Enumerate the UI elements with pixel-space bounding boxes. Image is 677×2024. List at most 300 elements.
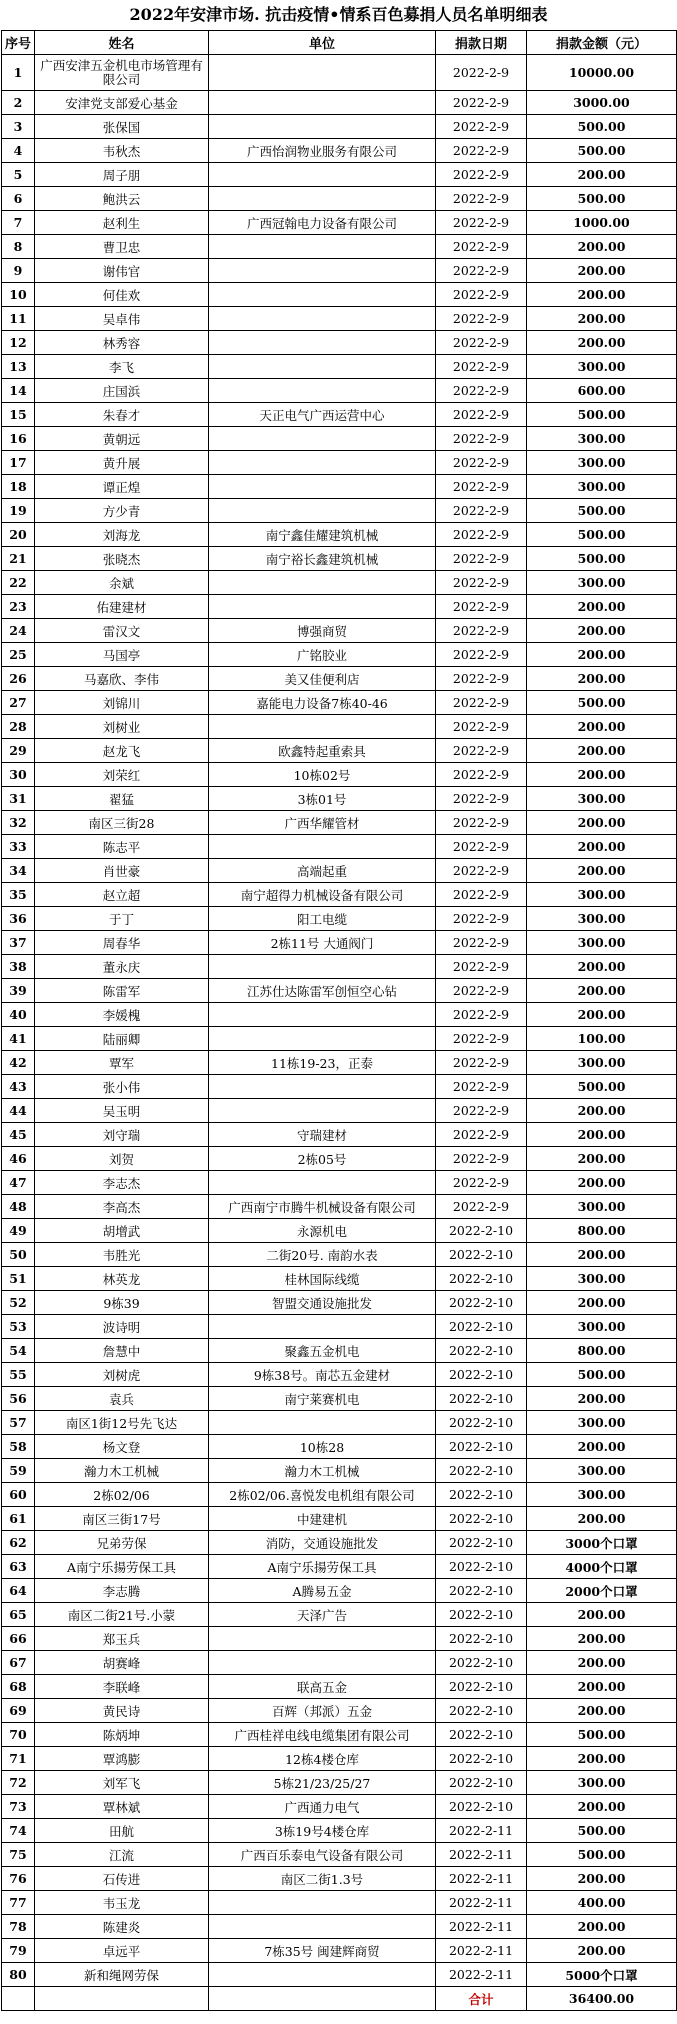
- donor-name: 黄民诗: [35, 1699, 209, 1723]
- donor-name: 马国亭: [35, 643, 209, 667]
- donation-date: 2022-2-9: [436, 211, 527, 235]
- donation-date: 2022-2-10: [436, 1507, 527, 1531]
- donor-unit: [209, 1411, 436, 1435]
- donation-date: 2022-2-9: [436, 691, 527, 715]
- donation-amount: 300.00: [527, 355, 677, 379]
- table-row: [2, 1939, 677, 1963]
- donation-amount: 500.00: [527, 403, 677, 427]
- table-row: [2, 1075, 677, 1099]
- donor-name: 刘锦川: [35, 691, 209, 715]
- donor-unit: [209, 1027, 436, 1051]
- donor-unit: 广西华耀管材: [209, 811, 436, 835]
- row-number: 35: [2, 883, 35, 907]
- donation-date: 2022-2-10: [436, 1363, 527, 1387]
- table-row: [2, 1651, 677, 1675]
- donation-date: 2022-2-9: [436, 427, 527, 451]
- donor-name: 覃鸿膨: [35, 1747, 209, 1771]
- donor-unit: 5栋21/23/25/27: [209, 1771, 436, 1795]
- donation-date: 2022-2-9: [436, 1027, 527, 1051]
- donor-unit: 消防，交通设施批发: [209, 1531, 436, 1555]
- donor-name: 胡赛峰: [35, 1651, 209, 1675]
- donation-date: 2022-2-9: [436, 1051, 527, 1075]
- row-number: 71: [2, 1747, 35, 1771]
- donation-amount: 300.00: [527, 931, 677, 955]
- donor-unit: [209, 451, 436, 475]
- row-number: 33: [2, 835, 35, 859]
- row-number: 4: [2, 139, 35, 163]
- donor-name: 胡增武: [35, 1219, 209, 1243]
- donor-unit: 2栋02/06.喜悦发电机组有限公司: [209, 1483, 436, 1507]
- row-number: 9: [2, 259, 35, 283]
- donor-unit: [209, 331, 436, 355]
- donor-name: 黄升展: [35, 451, 209, 475]
- donation-amount: 200.00: [527, 1603, 677, 1627]
- table-row: [2, 1123, 677, 1147]
- donor-name: 李志杰: [35, 1171, 209, 1195]
- table-row: [2, 1555, 677, 1579]
- donation-date: 2022-2-9: [436, 1123, 527, 1147]
- donor-unit: [209, 55, 436, 91]
- donation-amount: 200.00: [527, 1387, 677, 1411]
- row-number: 52: [2, 1291, 35, 1315]
- donation-date: 2022-2-9: [436, 163, 527, 187]
- donor-name: 广西安津五金机电市场管理有限公司: [35, 55, 209, 91]
- donation-date: 2022-2-9: [436, 931, 527, 955]
- donation-amount: 600.00: [527, 379, 677, 403]
- donation-amount: 300.00: [527, 1459, 677, 1483]
- donor-unit: 中建建机: [209, 1507, 436, 1531]
- donation-amount: 500.00: [527, 187, 677, 211]
- donor-name: 翟猛: [35, 787, 209, 811]
- donation-date: 2022-2-11: [436, 1819, 527, 1843]
- table-row: [2, 739, 677, 763]
- donation-amount: 200.00: [527, 307, 677, 331]
- row-number: 53: [2, 1315, 35, 1339]
- donation-amount: 300.00: [527, 451, 677, 475]
- donor-name: 江流: [35, 1843, 209, 1867]
- table-row: [2, 595, 677, 619]
- donation-amount: 200.00: [527, 1795, 677, 1819]
- donation-amount: 300.00: [527, 571, 677, 595]
- donor-unit: [209, 955, 436, 979]
- row-number: 32: [2, 811, 35, 835]
- donor-unit: 二街20号. 南韵水表: [209, 1243, 436, 1267]
- donor-name: 9栋39: [35, 1291, 209, 1315]
- donation-date: 2022-2-9: [436, 979, 527, 1003]
- table-row: [2, 1771, 677, 1795]
- row-number: 66: [2, 1627, 35, 1651]
- row-number: 2: [2, 91, 35, 115]
- table-row: [2, 1027, 677, 1051]
- row-number: 44: [2, 1099, 35, 1123]
- donation-amount: 200.00: [527, 1243, 677, 1267]
- donor-unit: [209, 91, 436, 115]
- donation-amount: 300.00: [527, 427, 677, 451]
- donation-amount: 200.00: [527, 1651, 677, 1675]
- table-row: [2, 163, 677, 187]
- page-title: 2022年安津市场. 抗击疫情•情系百色募捐人员名单明细表: [129, 5, 548, 24]
- donor-unit: [209, 115, 436, 139]
- row-number: 76: [2, 1867, 35, 1891]
- table-row: [2, 211, 677, 235]
- donor-name: 谭正煌: [35, 475, 209, 499]
- table-row: [2, 235, 677, 259]
- table-row: [2, 1291, 677, 1315]
- donation-date: 2022-2-9: [436, 715, 527, 739]
- donor-name: 黄朝远: [35, 427, 209, 451]
- donor-name: 张保国: [35, 115, 209, 139]
- donation-amount: 200.00: [527, 955, 677, 979]
- donation-date: 2022-2-10: [436, 1699, 527, 1723]
- donor-name: 安津党支部爱心基金: [35, 91, 209, 115]
- donation-amount: 200.00: [527, 331, 677, 355]
- row-number: 70: [2, 1723, 35, 1747]
- row-number: 20: [2, 523, 35, 547]
- donation-amount: 200.00: [527, 1699, 677, 1723]
- table-row: [2, 187, 677, 211]
- donor-unit: 2栋11号 大通阀门: [209, 931, 436, 955]
- table-row: [2, 523, 677, 547]
- donor-name: 李联峰: [35, 1675, 209, 1699]
- donor-name: 何佳欢: [35, 283, 209, 307]
- table-header-row: [2, 31, 677, 55]
- row-number: 12: [2, 331, 35, 355]
- donation-amount: 200.00: [527, 1867, 677, 1891]
- donation-date: 2022-2-9: [436, 955, 527, 979]
- donor-unit: 高端起重: [209, 859, 436, 883]
- row-number: 67: [2, 1651, 35, 1675]
- donation-amount: 300.00: [527, 1483, 677, 1507]
- donation-date: 2022-2-10: [436, 1243, 527, 1267]
- row-number: 42: [2, 1051, 35, 1075]
- row-number: 54: [2, 1339, 35, 1363]
- row-number: 46: [2, 1147, 35, 1171]
- row-number: 13: [2, 355, 35, 379]
- donor-unit: [209, 163, 436, 187]
- donor-name: 鲍洪云: [35, 187, 209, 211]
- donation-amount: 200.00: [527, 811, 677, 835]
- donation-amount: 200.00: [527, 1003, 677, 1027]
- donor-unit: A腾易五金: [209, 1579, 436, 1603]
- total-empty-cell: [2, 1987, 35, 2011]
- row-number: 56: [2, 1387, 35, 1411]
- donor-unit: 嘉能电力设备7栋40-46: [209, 691, 436, 715]
- donation-date: 2022-2-9: [436, 763, 527, 787]
- donation-amount: 500.00: [527, 691, 677, 715]
- donation-amount: 300.00: [527, 1051, 677, 1075]
- table-row: [2, 1795, 677, 1819]
- donation-amount: 200.00: [527, 1627, 677, 1651]
- donor-unit: 3栋01号: [209, 787, 436, 811]
- row-number: 45: [2, 1123, 35, 1147]
- donation-amount: 3000个口罩: [527, 1531, 677, 1555]
- row-number: 73: [2, 1795, 35, 1819]
- donation-date: 2022-2-9: [436, 739, 527, 763]
- donor-name: 韦玉龙: [35, 1891, 209, 1915]
- row-number: 15: [2, 403, 35, 427]
- donation-amount: 200.00: [527, 1099, 677, 1123]
- table-row: [2, 787, 677, 811]
- donation-amount: 200.00: [527, 1171, 677, 1195]
- donor-unit: 南宁鑫佳耀建筑机械: [209, 523, 436, 547]
- table-row: [2, 1411, 677, 1435]
- donor-name: 张晓杰: [35, 547, 209, 571]
- total-value: 36400.00: [527, 1987, 677, 2011]
- donor-name: 南区三街17号: [35, 1507, 209, 1531]
- row-number: 77: [2, 1891, 35, 1915]
- donation-amount: 500.00: [527, 139, 677, 163]
- donor-name: 新和绳网劳保: [35, 1963, 209, 1987]
- donor-unit: 广西冠翰电力设备有限公司: [209, 211, 436, 235]
- header-amount: 捐款金额（元）: [527, 31, 677, 55]
- donor-name: 李飞: [35, 355, 209, 379]
- donation-date: 2022-2-9: [436, 331, 527, 355]
- donation-amount: 300.00: [527, 475, 677, 499]
- row-number: 37: [2, 931, 35, 955]
- table-body: [2, 55, 677, 1987]
- table-row: [2, 1867, 677, 1891]
- donor-unit: [209, 835, 436, 859]
- table-row: [2, 955, 677, 979]
- row-number: 10: [2, 283, 35, 307]
- donation-amount: 200.00: [527, 235, 677, 259]
- row-number: 16: [2, 427, 35, 451]
- table-row: [2, 619, 677, 643]
- table-row: [2, 859, 677, 883]
- donation-date: 2022-2-9: [436, 811, 527, 835]
- donor-unit: [209, 1099, 436, 1123]
- donor-name: 刘军飞: [35, 1771, 209, 1795]
- donation-date: 2022-2-9: [436, 139, 527, 163]
- table-row: [2, 811, 677, 835]
- table-row: [2, 1843, 677, 1867]
- donation-amount: 200.00: [527, 643, 677, 667]
- donation-amount: 10000.00: [527, 55, 677, 91]
- donor-unit: [209, 283, 436, 307]
- donor-name: 余斌: [35, 571, 209, 595]
- donation-date: 2022-2-9: [436, 787, 527, 811]
- table-row: [2, 91, 677, 115]
- row-number: 8: [2, 235, 35, 259]
- donation-date: 2022-2-9: [436, 259, 527, 283]
- row-number: 74: [2, 1819, 35, 1843]
- row-number: 51: [2, 1267, 35, 1291]
- row-number: 5: [2, 163, 35, 187]
- donor-unit: 3栋19号4楼仓库: [209, 1819, 436, 1843]
- donation-date: 2022-2-10: [436, 1267, 527, 1291]
- donor-unit: [209, 355, 436, 379]
- donor-unit: [209, 499, 436, 523]
- donation-amount: 200.00: [527, 835, 677, 859]
- donation-amount: 200.00: [527, 1939, 677, 1963]
- donation-amount: 800.00: [527, 1219, 677, 1243]
- table-row: [2, 1963, 677, 1987]
- donor-unit: 桂林国际线缆: [209, 1267, 436, 1291]
- donation-date: 2022-2-10: [436, 1219, 527, 1243]
- donor-name: 杨文登: [35, 1435, 209, 1459]
- donor-unit: 瀚力木工机械: [209, 1459, 436, 1483]
- donation-amount: 200.00: [527, 619, 677, 643]
- donor-unit: [209, 595, 436, 619]
- row-number: 22: [2, 571, 35, 595]
- donation-date: 2022-2-9: [436, 55, 527, 91]
- table-row: [2, 715, 677, 739]
- donor-unit: 11栋19-23，正泰: [209, 1051, 436, 1075]
- donor-unit: [209, 571, 436, 595]
- donor-name: 赵利生: [35, 211, 209, 235]
- donation-date: 2022-2-9: [436, 667, 527, 691]
- header-no: 序号: [2, 31, 35, 55]
- donation-date: 2022-2-10: [436, 1315, 527, 1339]
- row-number: 60: [2, 1483, 35, 1507]
- row-number: 59: [2, 1459, 35, 1483]
- donor-name: 陈雷军: [35, 979, 209, 1003]
- donation-amount: 100.00: [527, 1027, 677, 1051]
- donor-name: 李高杰: [35, 1195, 209, 1219]
- donor-name: 庄国浜: [35, 379, 209, 403]
- row-number: 17: [2, 451, 35, 475]
- table-row: [2, 1243, 677, 1267]
- donor-name: 李媛槐: [35, 1003, 209, 1027]
- donor-unit: 智盟交通设施批发: [209, 1291, 436, 1315]
- table-row: [2, 283, 677, 307]
- donation-date: 2022-2-11: [436, 1843, 527, 1867]
- donation-amount: 300.00: [527, 883, 677, 907]
- donation-amount: 300.00: [527, 1315, 677, 1339]
- donation-date: 2022-2-9: [436, 1075, 527, 1099]
- donor-unit: [209, 1003, 436, 1027]
- donation-date: 2022-2-9: [436, 883, 527, 907]
- donation-amount: 200.00: [527, 1123, 677, 1147]
- donor-unit: 广西怡润物业服务有限公司: [209, 139, 436, 163]
- row-number: 63: [2, 1555, 35, 1579]
- donation-amount: 300.00: [527, 1195, 677, 1219]
- row-number: 29: [2, 739, 35, 763]
- donation-date: 2022-2-9: [436, 1195, 527, 1219]
- row-number: 25: [2, 643, 35, 667]
- donor-unit: [209, 1891, 436, 1915]
- donor-unit: [209, 427, 436, 451]
- donation-date: 2022-2-9: [436, 1147, 527, 1171]
- donation-amount: 200.00: [527, 859, 677, 883]
- row-number: 30: [2, 763, 35, 787]
- donation-amount: 400.00: [527, 1891, 677, 1915]
- donor-unit: 江苏仕达陈雷军创恒空心钻: [209, 979, 436, 1003]
- donation-amount: 300.00: [527, 907, 677, 931]
- row-number: 18: [2, 475, 35, 499]
- donor-unit: [209, 1171, 436, 1195]
- donation-amount: 1000.00: [527, 211, 677, 235]
- donor-name: A南宁乐揚劳保工具: [35, 1555, 209, 1579]
- donor-name: 2栋02/06: [35, 1483, 209, 1507]
- donation-date: 2022-2-9: [436, 403, 527, 427]
- table-row: [2, 1003, 677, 1027]
- donation-date: 2022-2-9: [436, 619, 527, 643]
- table-row: [2, 1435, 677, 1459]
- donation-date: 2022-2-9: [436, 547, 527, 571]
- donation-date: 2022-2-10: [436, 1603, 527, 1627]
- donor-name: 林秀容: [35, 331, 209, 355]
- row-number: 38: [2, 955, 35, 979]
- donor-unit: 2栋05号: [209, 1147, 436, 1171]
- row-number: 39: [2, 979, 35, 1003]
- donor-unit: 南宁莱赛机电: [209, 1387, 436, 1411]
- table-row: [2, 1699, 677, 1723]
- donor-name: 吴玉明: [35, 1099, 209, 1123]
- donor-unit: 美又佳便利店: [209, 667, 436, 691]
- donor-unit: 百辉（邦派）五金: [209, 1699, 436, 1723]
- donation-date: 2022-2-10: [436, 1459, 527, 1483]
- donation-date: 2022-2-9: [436, 835, 527, 859]
- donor-unit: 12栋4楼仓库: [209, 1747, 436, 1771]
- donation-date: 2022-2-10: [436, 1723, 527, 1747]
- donor-name: 兄弟劳保: [35, 1531, 209, 1555]
- table-row: [2, 355, 677, 379]
- row-number: 24: [2, 619, 35, 643]
- donation-date: 2022-2-9: [436, 283, 527, 307]
- row-number: 43: [2, 1075, 35, 1099]
- row-number: 65: [2, 1603, 35, 1627]
- donor-name: 陈炳坤: [35, 1723, 209, 1747]
- donor-name: 田航: [35, 1819, 209, 1843]
- table-row: [2, 1267, 677, 1291]
- donation-amount: 200.00: [527, 979, 677, 1003]
- donor-unit: 聚鑫五金机电: [209, 1339, 436, 1363]
- table-row: [2, 331, 677, 355]
- donor-name: 刘树虎: [35, 1363, 209, 1387]
- table-row: [2, 1099, 677, 1123]
- donation-amount: 500.00: [527, 1363, 677, 1387]
- donor-name: 刘树业: [35, 715, 209, 739]
- row-number: 6: [2, 187, 35, 211]
- table-row: [2, 55, 677, 91]
- table-row: [2, 907, 677, 931]
- donation-date: 2022-2-9: [436, 1099, 527, 1123]
- row-number: 1: [2, 55, 35, 91]
- table-row: [2, 1363, 677, 1387]
- donation-amount: 500.00: [527, 1843, 677, 1867]
- donor-name: 石传进: [35, 1867, 209, 1891]
- table-row: [2, 1219, 677, 1243]
- donation-amount: 500.00: [527, 1075, 677, 1099]
- donor-name: 南区二街21号.小蒙: [35, 1603, 209, 1627]
- donor-unit: [209, 235, 436, 259]
- row-number: 23: [2, 595, 35, 619]
- donor-name: 方少青: [35, 499, 209, 523]
- row-number: 31: [2, 787, 35, 811]
- total-empty-cell: [35, 1987, 209, 2011]
- donation-date: 2022-2-10: [436, 1483, 527, 1507]
- donation-amount: 300.00: [527, 1411, 677, 1435]
- donor-unit: 9栋38号。南芯五金建材: [209, 1363, 436, 1387]
- donor-name: 袁兵: [35, 1387, 209, 1411]
- table-row: [2, 1603, 677, 1627]
- donor-unit: 7栋35号 闽建辉商贸: [209, 1939, 436, 1963]
- donor-name: 瀚力木工机械: [35, 1459, 209, 1483]
- donor-name: 曹卫忠: [35, 235, 209, 259]
- donor-unit: [209, 1075, 436, 1099]
- donor-unit: [209, 1963, 436, 1987]
- donor-unit: 南区二街1.3号: [209, 1867, 436, 1891]
- donor-name: 张小伟: [35, 1075, 209, 1099]
- donor-name: 董永庆: [35, 955, 209, 979]
- row-number: 14: [2, 379, 35, 403]
- table-row: [2, 403, 677, 427]
- donation-amount: 300.00: [527, 1771, 677, 1795]
- row-number: 79: [2, 1939, 35, 1963]
- table-row: [2, 571, 677, 595]
- table-row: [2, 475, 677, 499]
